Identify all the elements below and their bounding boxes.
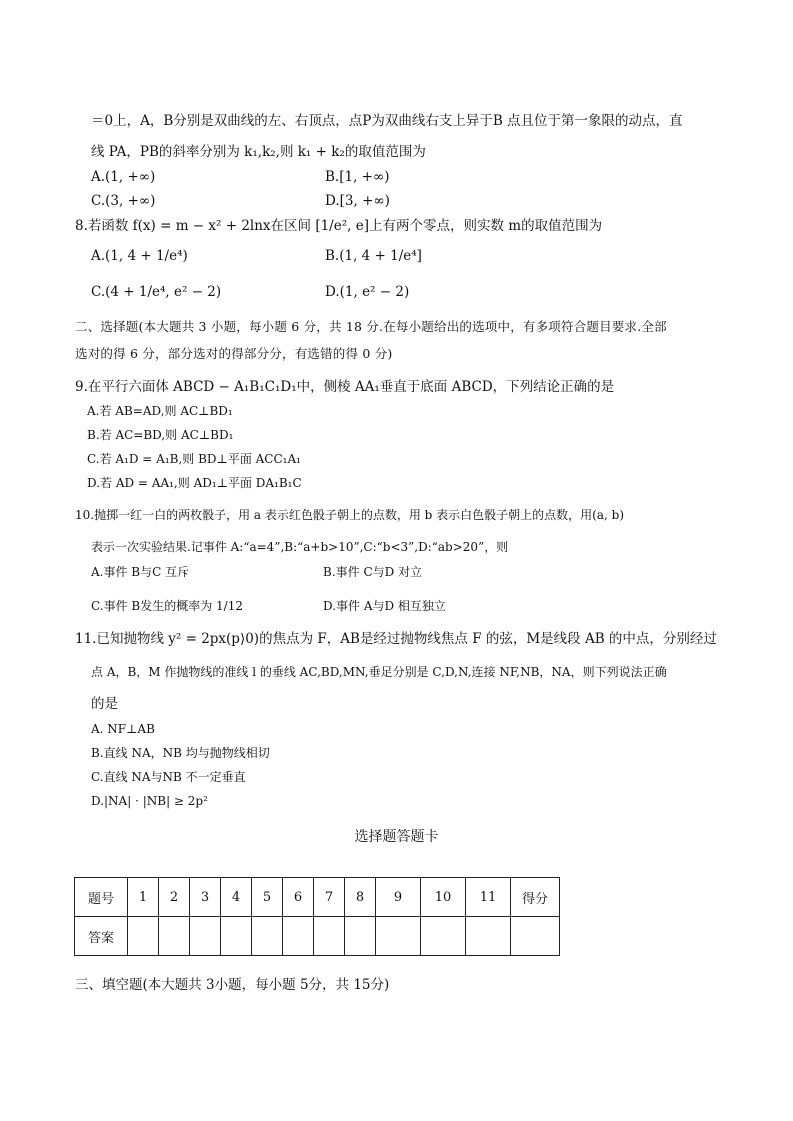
answer-cell[interactable] — [345, 917, 376, 956]
q7-option-a: A.(1, +∞) — [91, 169, 156, 185]
q10-stem-line1: 10.抛掷一红一白的两枚骰子，用 a 表示红色骰子朝上的点数，用 b 表示白色骰子朝上的点数，用(a, b) — [75, 508, 625, 522]
q7-option-b: B.[1, +∞) — [325, 169, 390, 185]
question-number: 11 — [466, 878, 511, 917]
answer-cell[interactable] — [314, 917, 345, 956]
q8-option-b: B.(1, 4 + 1/e⁴] — [325, 248, 422, 264]
answer-cell[interactable] — [221, 917, 252, 956]
q10-option-c: C.事件 B发生的概率为 1/12 — [91, 599, 243, 613]
q11-stem-line1: 11.已知抛物线 y² = 2px(p⟩0)的焦点为 F，AB是经过抛物线焦点 F 的弦，M是线段 AB 的中点，分别经过 — [75, 631, 717, 647]
q9-option-a: A.若 AB=AD,则 AC⊥BD₁ — [87, 404, 233, 418]
question-number: 8 — [345, 878, 376, 917]
q11-stem-line2: 点 A，B，M 作抛物线的准线 l 的垂线 AC,BD,MN,垂足分别是 C,D,N,连接 NF,NB，NA，则下列说法正确 — [91, 665, 667, 679]
answer-cell[interactable] — [252, 917, 283, 956]
answer-cell[interactable] — [466, 917, 511, 956]
q7-option-d: D.[3, +∞) — [325, 193, 390, 209]
question-number: 2 — [159, 878, 190, 917]
answer-card-answer-row — [75, 917, 560, 956]
q11-option-a: A. NF⊥AB — [91, 722, 155, 736]
q7-stem-line1: ＝0上，A，B分别是双曲线的左、右顶点，点P为双曲线右支上异于B 点且位于第一象限的动点，直 — [91, 113, 683, 129]
answer-card-table — [74, 877, 560, 956]
answer-card-title: 选择题答题卡 — [354, 829, 439, 845]
answer-cell[interactable] — [376, 917, 421, 956]
q9-option-b: B.若 AC=BD,则 AC⊥BD₁ — [87, 428, 234, 442]
q11-stem-line3: 的是 — [91, 696, 118, 712]
section2-heading-line1: 二、选择题(本大题共 3 小题，每小题 6 分，共 18 分.在每小题给出的选项中，有多项符合题目要求.全部 — [75, 319, 667, 334]
question-number: 9 — [376, 878, 421, 917]
q7-stem-line2: 线 PA，PB的斜率分别为 k₁,k₂,则 k₁ + k₂的取值范围为 — [91, 144, 426, 160]
question-number: 3 — [190, 878, 221, 917]
score-cell[interactable] — [511, 917, 560, 956]
question-number: 5 — [252, 878, 283, 917]
question-number: 6 — [283, 878, 314, 917]
q7-option-c: C.(3, +∞) — [91, 193, 156, 209]
q10-option-d: D.事件 A与D 相互独立 — [323, 599, 446, 613]
answer-cell[interactable] — [421, 917, 466, 956]
q8-option-c: C.(4 + 1/e⁴, e² − 2) — [91, 284, 222, 300]
answer-cell[interactable] — [128, 917, 159, 956]
q8-option-d: D.(1, e² − 2) — [325, 284, 410, 300]
question-number: 10 — [421, 878, 466, 917]
section2-heading-line2: 选对的得 6 分，部分选对的得部分分，有选错的得 0 分) — [75, 346, 393, 361]
question-number: 4 — [221, 878, 252, 917]
section3-heading: 三、填空题(本大题共 3小题，每小题 5分，共 15分) — [75, 977, 390, 993]
answer-card-header-row — [75, 878, 560, 917]
answer-cell[interactable] — [283, 917, 314, 956]
q10-stem-line2: 表示一次实验结果.记事件 A:“a=4”,B:“a+b>10”,C:“b<3”,D:“ab>20”，则 — [91, 540, 509, 554]
q8-stem: 8.若函数 f(x) = m − x² + 2lnx在区间 [1/e², e]上有两个零点，则实数 m的取值范围为 — [75, 218, 603, 234]
question-number: 1 — [128, 878, 159, 917]
q9-stem: 9.在平行六面体 ABCD − A₁B₁C₁D₁中，侧棱 AA₁垂直于底面 ABCD，下列结论正确的是 — [75, 379, 615, 395]
q10-option-b: B.事件 C与D 对立 — [323, 565, 423, 579]
q11-option-d: D.|NA| · |NB| ≥ 2p² — [91, 794, 208, 808]
q8-option-a: A.(1, 4 + 1/e⁴) — [91, 248, 188, 264]
q11-option-c: C.直线 NA与NB 不一定垂直 — [91, 770, 246, 784]
question-number: 7 — [314, 878, 345, 917]
q11-option-b: B.直线 NA，NB 均与抛物线相切 — [91, 746, 270, 760]
q10-option-a: A.事件 B与C 互斥 — [91, 565, 190, 579]
header-label: 题号 — [75, 878, 128, 917]
q9-option-d: D.若 AD = AA₁,则 AD₁⊥平面 DA₁B₁C — [87, 476, 302, 490]
answer-label: 答案 — [75, 917, 128, 956]
score-label: 得分 — [511, 878, 560, 917]
answer-cell[interactable] — [159, 917, 190, 956]
answer-cell[interactable] — [190, 917, 221, 956]
q9-option-c: C.若 A₁D = A₁B,则 BD⊥平面 ACC₁A₁ — [87, 452, 301, 466]
